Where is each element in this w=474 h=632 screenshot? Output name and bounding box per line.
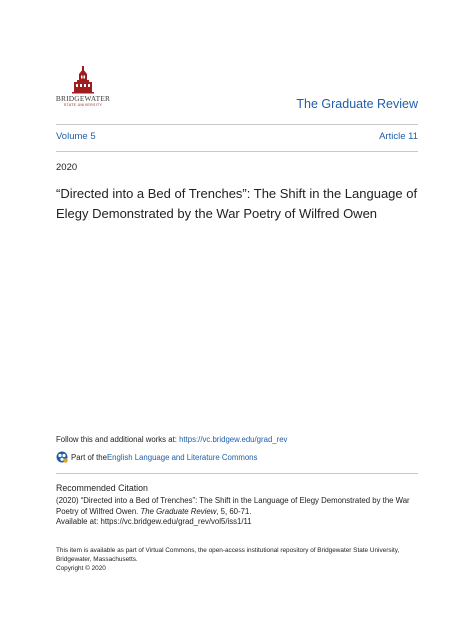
citation-journal: The Graduate Review [140, 506, 217, 516]
citation-text: (2020) “Directed into a Bed of Trenches”: The Shift in the Language of Elegy Demonstrated by the War Poetry of Wilfred Owen. [56, 496, 410, 516]
follow-line [56, 435, 287, 444]
bell-tower-icon [52, 66, 114, 96]
follow-text: Follow this and additional works at: [56, 435, 180, 444]
commons-network-icon [56, 451, 68, 463]
commons-link[interactable]: English Language and Literature Commons [106, 452, 258, 462]
journal-title-link[interactable]: The Graduate Review [296, 97, 418, 111]
logo-subname: STATE UNIVERSITY [63, 103, 103, 107]
citation-available-at: Available at: https://vc.bridgew.edu/grad_rev/vol5/iss1/11 [56, 517, 252, 526]
article-link[interactable]: Article 11 [379, 131, 418, 142]
part-of-line [56, 451, 257, 463]
article-title: “Directed into a Bed of Trenches”: The Shift in the Language of Elegy Demonstrated by the War Poetry of Wilfred Owen [56, 186, 418, 221]
divider [56, 473, 418, 474]
citation-block [56, 496, 418, 528]
publication-year: 2020 [56, 162, 78, 173]
divider [56, 151, 418, 152]
volume-link[interactable]: Volume 5 [56, 131, 96, 142]
divider [56, 124, 418, 125]
footer-text: This item is available as part of Virtual Commons, the open-access institutional repository of Bridgewater State University, Bridgewater, Massachusetts. [56, 547, 400, 563]
repository-footer [56, 546, 418, 573]
follow-url-link[interactable]: https://vc.bridgew.edu/grad_rev [179, 435, 288, 444]
bridgewater-logo[interactable] [52, 66, 114, 112]
citation-volume-pages: , 5, 60-71. [216, 506, 252, 516]
part-of-text: Part of the [71, 452, 107, 462]
recommended-citation-heading: Recommended Citation [56, 483, 148, 493]
copyright-text: Copyright © 2020 [56, 565, 106, 572]
logo-name: BRIDGEWATER [55, 94, 111, 103]
